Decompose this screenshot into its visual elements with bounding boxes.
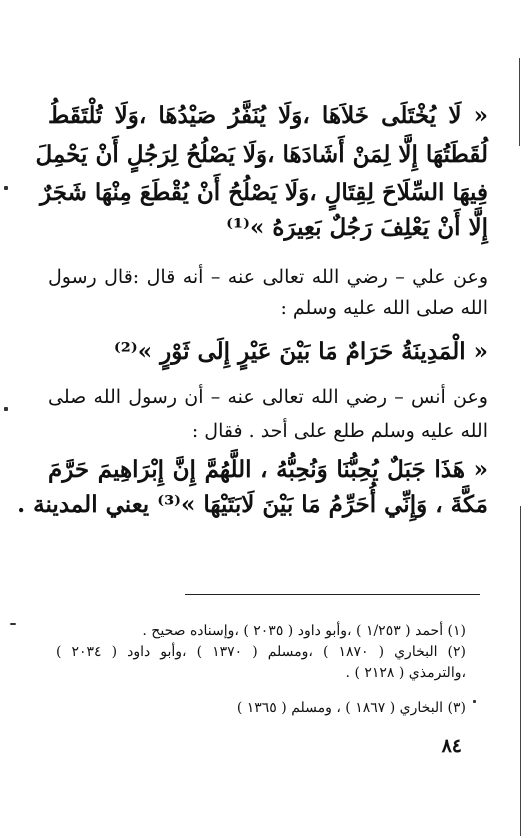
scan-mark-left [4,186,8,190]
hadith-3-line-2: مَكَّةَ ، وَإِنِّي أُحَرِّمُ مَا بَيْنَ لَابَتَيْهَا »⁽³⁾ يعني المدينة . [17,491,488,518]
hadith-3-line-1: « هَذَا جَبَلٌ يُحِبُّنَا وَنُحِبُّهُ ، اللَّهُمَّ إِنَّ إِبْرَاهِيمَ حَرَّمَ [48,456,488,483]
hadith-2-line-1: « الْمَدِينَةُ حَرَامٌ مَا بَيْنَ عَيْرٍ إِلَى ثَوْرٍ »⁽²⁾ [113,338,488,365]
scan-mark-right [473,700,476,703]
narration-anas-line-2: الله عليه وسلم طلع على أحد . فقال : [191,420,488,442]
hadith-1-line-3: فِيهَا السِّلَاحَ لِقِتَالٍ ،وَلَا يَصْلُحُ أَنْ يُقْطَعَ مِنْهَا شَجَرٌ [40,179,488,206]
footnote-1: (١) أحمد ( ١/٢٥٣ ) ،وأبو داود ( ٢٠٣٥ ) ،وإسناده صحيح . [142,623,466,639]
footnote-3: (٣) البخاري ( ١٨٦٧ ) ، ومسلم ( ١٣٦٥ ) [236,700,466,716]
hadith-1-line-1: « لَا يُخْتَلَى خَلاَهَا ،وَلَا يُنَفَّرُ صَيْدُهَا ،وَلَا تُلْتَقَطُ [48,102,488,129]
narration-ali-line-2: الله صلى الله عليه وسلم : [280,297,488,319]
hadith-1-line-2: لُقَطَتُهَا إِلَّا لِمَنْ أَشَادَهَا ،وَلَا يَصْلُحُ لِرَجُلٍ أَنْ يَحْمِلَ [35,141,488,168]
hadith-1-line-4: إِلَّا أَنْ يَعْلِفَ رَجُلٌ بَعِيرَهُ »⁽¹⁾ [226,214,488,241]
scan-edge-right [519,58,520,146]
footnote-2-line-2: ،والترمذي ( ٢١٢٨ ) . [345,665,466,681]
narration-ali-line-1: وعن علي – رضي الله تعالى عنه – أنه قال :قال رسول [48,266,488,288]
page-number: ٨٤ [441,735,462,757]
narration-anas-line-1: وعن أنس – رضي الله تعالى عنه – أن رسول الله صلى [48,386,488,408]
scan-mark-left-3 [10,623,16,625]
scan-mark-left-2 [4,407,8,411]
scan-edge-right-2 [520,506,521,836]
footnote-separator [185,594,480,595]
footnote-2-line-1: (٢) البخاري ( ١٨٧٠ ) ،ومسلم ( ١٣٧٠ ) ،وأبو داود ( ٢٠٣٤ ) [56,644,466,660]
